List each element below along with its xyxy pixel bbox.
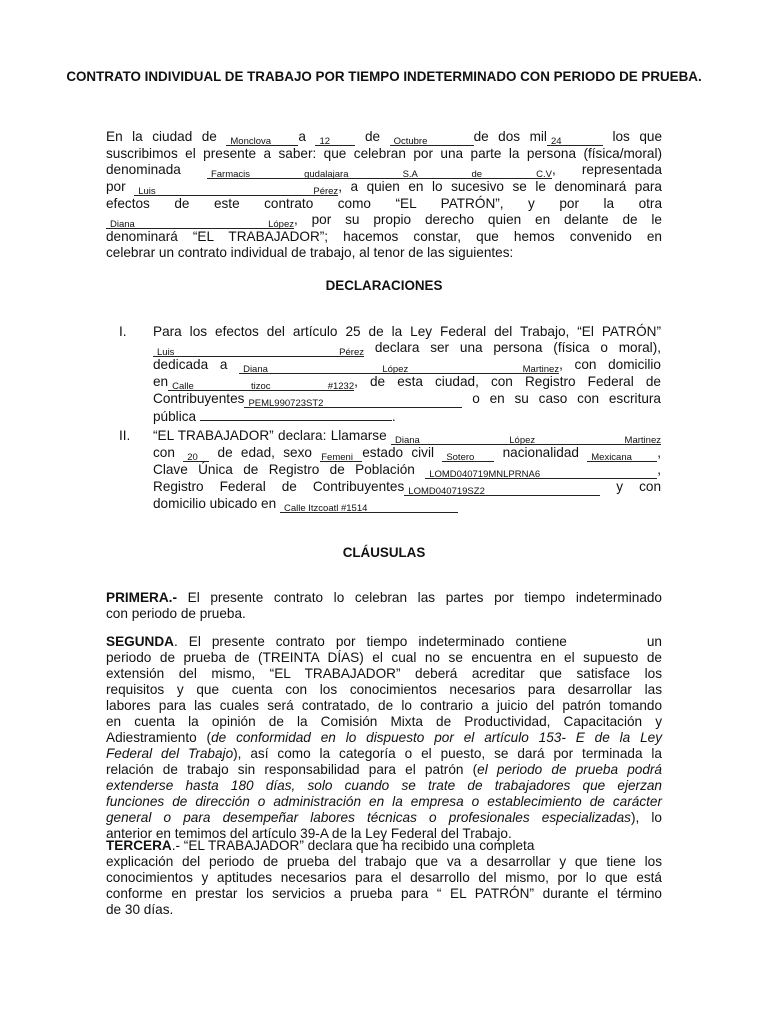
- patron-name-field: Luis Pérez: [153, 344, 364, 357]
- declaration-1: Para los efectos del artículo 25 de la Ley Federal del Trabajo, “El PATRÓN” Luis Pérez declara ser una persona (física o moral), dedicada a Diana López Martinez, con domicilio en Calle tizoc #1232, de esta ciudad, con Registro Federal de Contribuyentes PEML990723ST2 o en su caso con escritura pública .: [153, 324, 662, 424]
- worker-address-field: Calle Itzcoatl #1514: [280, 500, 458, 513]
- worker-rfc-field: LOMD040719SZ2: [404, 483, 600, 496]
- decl2-number: II.: [119, 428, 131, 443]
- city-field: Monclova: [226, 133, 298, 146]
- document-title: CONTRATO INDIVIDUAL DE TRABAJO POR TIEMPO INDETERMINADO CON PERIODO DE PRUEBA.: [66, 69, 702, 84]
- company-field: Farmacis gudalajara S.A de C.V: [207, 166, 552, 179]
- day-field: 12: [315, 133, 355, 146]
- clausulas-heading: CLÁUSULAS: [342, 545, 426, 560]
- worker-name-field: Diana López Martinez: [391, 432, 661, 445]
- escritura-field: [200, 408, 392, 421]
- clausula-segunda: SEGUNDA. El presente contrato por tiempo indeterminado contiene un periodo de prueba de (TREINTA DÍAS) el cual no se encuentra en el supuesto de extensión del mismo, “EL TRABAJADOR” deberá acreditar que satisface los requisitos y que cuenta con los conocimientos necesarios para desarrollar las labores para las cuales será contratado, de lo contrario a juicio del patrón tomando en cuenta la opinión de la Comisión Mixta de Productividad, Capacitación y Adiestramiento (de conformidad en lo dispuesto por el artículo 153- E de la Ley Federal del Trabajo), así como la categoría o el puesto, se dará por terminada la relación de trabajo sin responsabilidad para el patrón (el periodo de prueba podrá extenderse hasta 180 días, solo cuando se trate de trabajadores que ejerzan funciones de dirección o administración en la empresa o establecimiento de carácter general o para desempeñar labores técnicas o profesionales especializadas), lo anterior en temimos del artículo 39-A de la Ley Federal del Trabajo.: [106, 634, 662, 841]
- clausula-primera: PRIMERA.- El presente contrato lo celebran las partes por tiempo indeterminado con periodo de prueba.: [106, 590, 662, 621]
- curp-field: LOMD040719MNLPRNA6: [425, 466, 657, 479]
- patron-address-field: Calle tizoc #1232: [168, 378, 354, 391]
- worker-field: Diana López: [106, 216, 294, 229]
- nationality-field: Mexicana: [587, 449, 657, 462]
- clausula-tercera: TERCERA.- “EL TRABAJADOR” declara que ha recibido una completa explicación del periodo de prueba del trabajo que va a desarrollar y que tiene los conocimientos y aptitudes necesarios para el desarrollo del mismo, por lo que está conforme en prestar los servicios a prueba para “ EL PATRÓN” durante el término de 30 días.: [106, 838, 662, 917]
- sex-field: Femeni: [320, 449, 362, 462]
- year-field: 24: [547, 133, 603, 146]
- age-field: 20: [183, 449, 209, 462]
- patron-rfc-field: PEML990723ST2: [244, 395, 462, 408]
- declaration-2: “EL TRABAJADOR” declara: Llamarse Diana López Martinez con 20 de edad, sexo Femeni estado civil Sotero nacionalidad Mexicana , Clave Única de Registro de Población LOMD040719MNLPRNA6 , Registro Federal de Contribuyentes LOMD040719SZ2 y con domicilio ubicado en Calle Itzcoatl #1514: [153, 428, 662, 514]
- activity-field: Diana López Martinez: [239, 361, 559, 374]
- decl1-number: I.: [119, 324, 127, 339]
- intro-paragraph: En la ciudad de Monclova a 12 de Octubre de dos mil 24 los que suscribimos el presente a saber: que celebran por una parte la persona (física/moral) denominada Farmacis gudalajara S.A de C.V, representada por Luis Pérez, a quien en lo sucesivo se le denominará para efectos de este contrato como “EL PATRÓN”, y por la otra Diana López, por su propio derecho quien en delante de le denominará “EL TRABAJADOR”; hacemos constar, que hemos convenido en celebrar un contrato individual de trabajo, al tenor de las siguientes:: [106, 129, 663, 260]
- representative-field: Luis Pérez: [134, 183, 338, 196]
- declaraciones-heading: DECLARACIONES: [325, 278, 443, 293]
- civil-status-field: Sotero: [442, 449, 494, 462]
- month-field: Octubre: [390, 133, 474, 146]
